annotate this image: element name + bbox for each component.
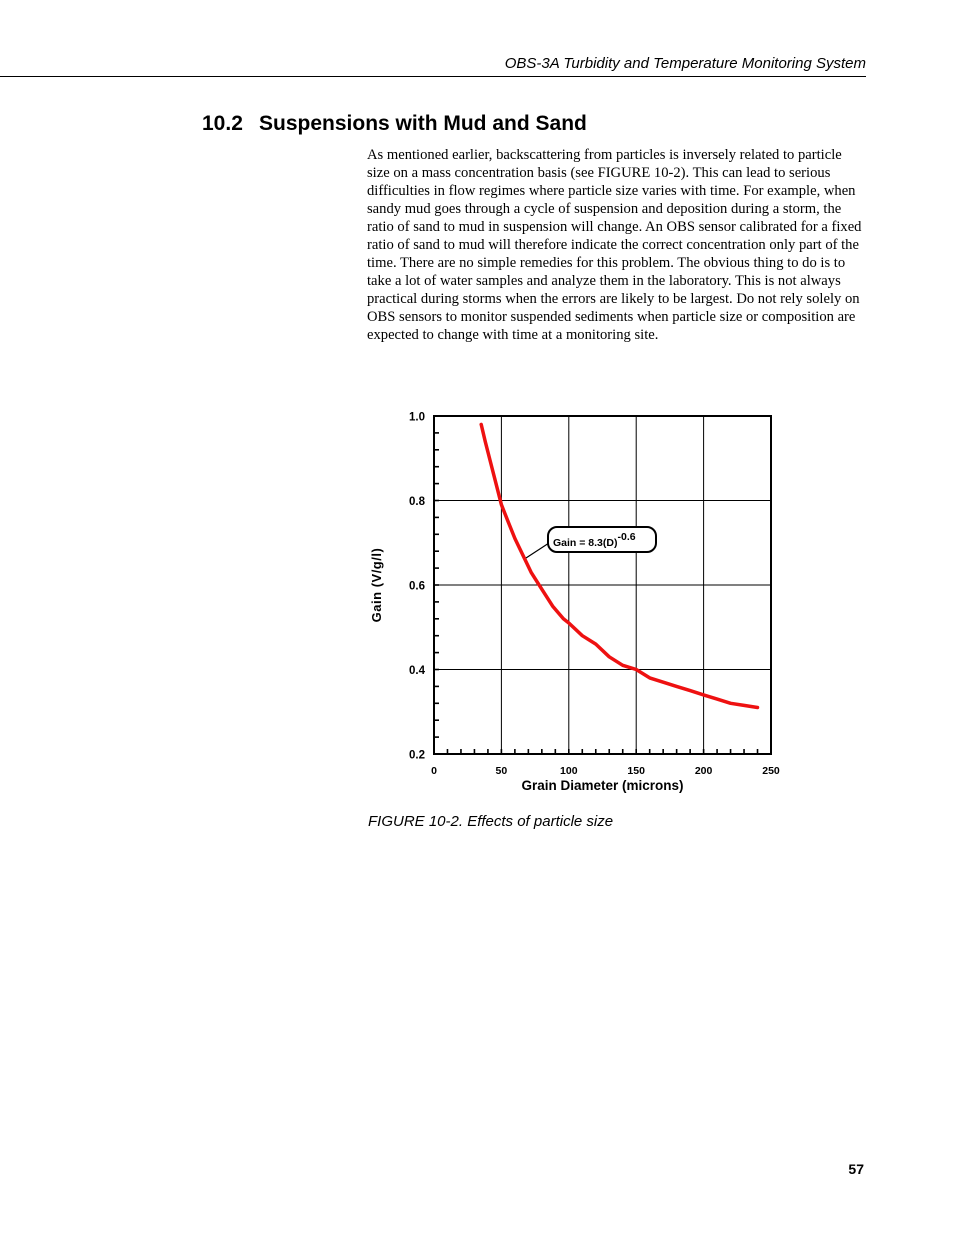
gain-vs-grain-chart (355, 400, 795, 800)
annotation-base: Gain = 8.3(D) (553, 537, 618, 549)
chart-ticks (434, 433, 758, 754)
y-axis-label: Gain (V/g/l) (369, 547, 384, 623)
x-tick-label: 150 (627, 765, 645, 777)
figure-caption: FIGURE 10-2. Effects of particle size (368, 813, 614, 830)
x-axis-label: Grain Diameter (microns) (521, 778, 684, 793)
x-tick-label: 250 (762, 765, 780, 777)
y-tick-label: 0.2 (409, 749, 425, 762)
section-title (202, 112, 587, 136)
y-tick-label: 0.6 (409, 580, 425, 593)
tick-labels (409, 412, 780, 778)
section-heading: Suspensions with Mud and Sand (259, 112, 587, 135)
running-header: OBS-3A Turbidity and Temperature Monitoring System (0, 54, 866, 77)
page-number: 57 (848, 1161, 864, 1177)
section-number: 10.2 (202, 112, 243, 135)
y-tick-label: 0.8 (409, 496, 425, 508)
gain-curve (481, 424, 757, 707)
x-tick-label: 100 (560, 765, 578, 777)
y-tick-label: 0.4 (409, 665, 425, 677)
x-tick-label: 0 (431, 765, 437, 777)
annotation-exponent: -0.6 (617, 531, 636, 543)
x-tick-label: 200 (694, 765, 713, 777)
x-tick-label: 50 (495, 765, 508, 777)
body-paragraph: As mentioned earlier, backscattering from particles is inversely related to particle size on a mass concentration basis (see FIGURE 10-2). This can lead to serious difficulties in flow regimes where particle size varies with time. For example, when sandy mud goes through a cycle of suspension and deposition during a storm, the ratio of sand to mud in suspension will change. An OBS sensor calibrated for a fixed ratio of sand to mud will therefore indicate the correct concentration only part of the time. There are no simple remedies for this problem. The obvious thing to do is to take a lot of water samples and analyze them in the laboratory. This is not always practical during storms when the errors are likely to be largest. Do not rely solely on OBS sensors to monitor suspended sediments when particle size or composition are expected to change with time at a monitoring site. (367, 147, 862, 343)
annotation-leader (526, 543, 549, 558)
y-tick-label: 1.0 (409, 411, 425, 424)
chart-grid (434, 416, 771, 754)
